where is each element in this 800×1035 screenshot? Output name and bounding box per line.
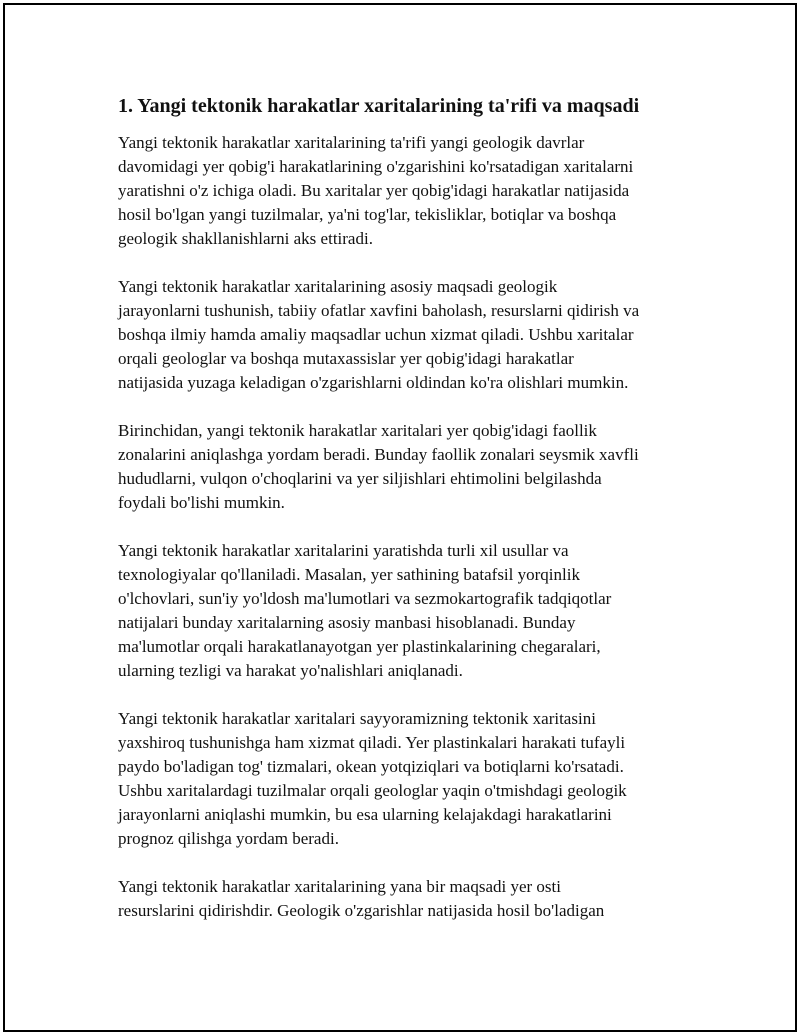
paragraph-resources: Yangi tektonik harakatlar xaritalarining yana bir maqsadi yer osti resurslarini qidirishdir. Geologik o'zgarishlar natijasida hosil bo'ladigan	[118, 877, 605, 920]
section-heading: 1. Yangi tektonik harakatlar xaritalarining ta'rifi va maqsadi	[118, 95, 640, 117]
paragraph-activity-zones: Birinchidan, yangi tektonik harakatlar xaritalari yer qobig'idagi faollik zonalarini aniqlashga yordam beradi. Bunday faollik zonalari seysmik xavfli hududlarni, vulqon o'choqlarini va yer siljishlari ehtimolini belgilashda foydali bo'lishi mumkin.	[118, 421, 639, 512]
document-body	[118, 93, 688, 947]
paragraph-methods: Yangi tektonik harakatlar xaritalarini yaratishda turli xil usullar va texnologiyalar qo'llaniladi. Masalan, yer sathining batafsil yorqinlik o'lchovlari, sun'iy yo'ldosh ma'lumotlari va sezmokartografik tadqiqotlar natijalari bunday xaritalarning asosiy manbasi hisoblanadi. Bunday ma'lumotlar orqali harakatlanayotgan yer plastinkalarining chegaralari, ularning tezligi va harakat yo'nalishlari aniqlanadi.	[118, 541, 612, 680]
paragraph-purpose: Yangi tektonik harakatlar xaritalarining asosiy maqsadi geologik jarayonlarni tushunish, tabiiy ofatlar xavfini baholash, resurslarni qidirish va boshqa ilmiy hamda amaliy maqsadlar uchun xizmat qiladi. Ushbu xaritalar orqali geologlar va boshqa mutaxassislar yer qobig'idagi harakatlar natijasida yuzaga keladigan o'zgarishlarni oldindan ko'ra olishlari mumkin.	[118, 277, 640, 392]
paragraph-tectonic-map: Yangi tektonik harakatlar xaritalari sayyoramizning tektonik xaritasini yaxshiroq tushunishga ham xizmat qiladi. Yer plastinkalari harakati tufayli paydo bo'ladigan tog' tizmalari, okean yotqiziqlari va botiqlarni ko'rsatadi. Ushbu xaritalardagi tuzilmalar orqali geologlar yaqin o'tmishdagi geologik jarayonlarni aniqlashi mumkin, bu esa ularning kelajakdagi harakatlarini prognoz qilishga yordam beradi.	[118, 709, 627, 848]
paragraph-definition: Yangi tektonik harakatlar xaritalarining ta'rifi yangi geologik davrlar davomidagi yer qobig'i harakatlarining o'zgarishini ko'rsatadigan xaritalarni yaratishni o'z ichiga oladi. Bu xaritalar yer qobig'idagi harakatlar natijasida hosil bo'lgan yangi tuzilmalar, ya'ni tog'lar, tekisliklar, botiqlar va boshqa geologik shakllanishlarni aks ettiradi.	[118, 133, 634, 248]
